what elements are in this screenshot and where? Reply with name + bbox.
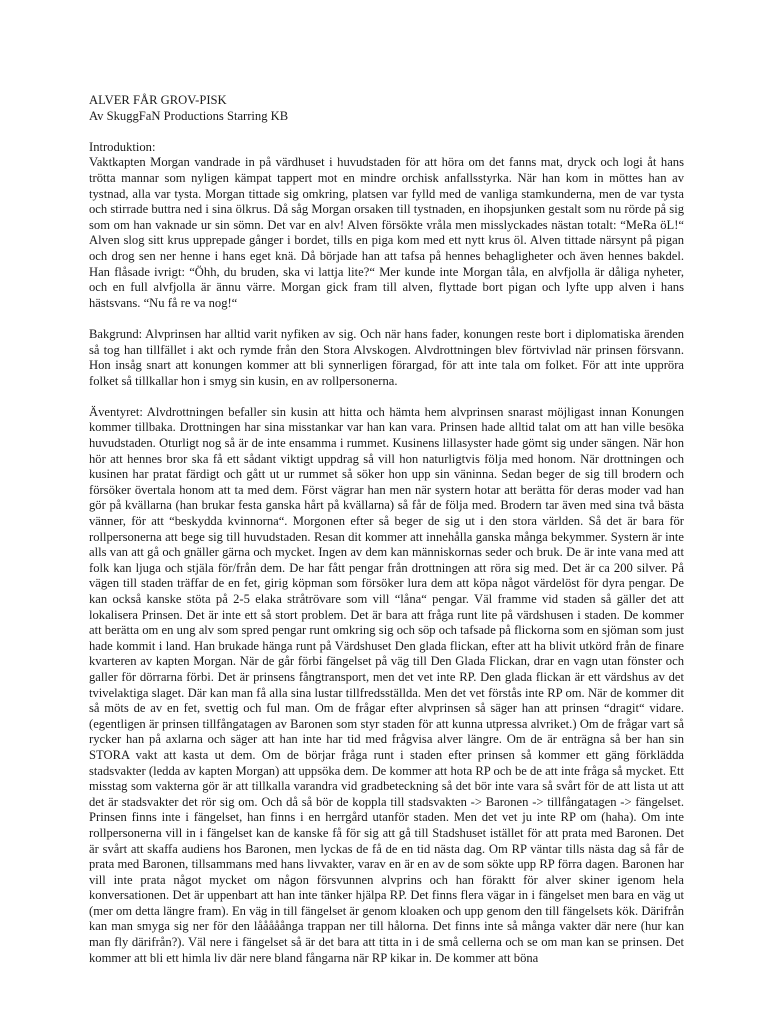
paragraph-background: Bakgrund: Alvprinsen har alltid varit nyfiken av sig. Och när hans fader, konungen reste bort i diplomatiska ärenden så tog han tillfället i akt och rymde från den Stora Alvskogen. Alvdrottningen blev förtvivlad när prinsen försvann. Hon insåg snart att konungen kommer att bli synnerligen förargad, för att inte tala om folket. För att inte uppröra folket så tillkallar hon i smyg sin kusin, en av rollpersonerna. (89, 326, 684, 388)
intro-heading: Introduktion: (89, 139, 156, 154)
document-title: ALVER FÅR GROV-PISK (89, 93, 227, 107)
paragraph-adventure: Äventyret: Alvdrottningen befaller sin kusin att hitta och hämta hem alvprinsen snarast möjligast innan Konungen kommer tillbaka. Drottningen har sina misstankar var han kan vara. Prinsen hade alltid talat om att han ville besöka huvudstaden. Oturligt nog så är de inte ensamma i rummet. Kusinens lillasyster hade gömt sig under sängen. När hon hör att hennes bror ska få ett sådant viktigt uppdrag så vill hon naturligtvis följa med honom. När drottningen och kusinen har pratat färdigt och gått ut ur rummet så söker hon upp sin väninna. Sedan beger de sig till brodern och försöker övertala honom att ta med dem. Först vägrar han men när systern hotar att berätta för deras moder vad han gör på kvällarna (han brukar festa ganska hårt på kvällarna) så får de följa med. Brodern tar även med sina två bästa vänner, för att “beskydda kvinnorna“. Morgonen efter så beger de sig ut i den stora världen. Så det är bara för rollpersonerna att bege sig till huvudstaden. Resan dit kommer att innehålla ganska många bekymmer. Systern är inte alls van att gå och gnäller gärna och mycket. Ingen av dem kan människornas seder och bruk. De är inte vana med att folk kan ljuga och stjäla för/från dem. De har fått pengar från drottningen att röra sig med. Det är ca 200 silver. På vägen till staden träffar de en fet, girig köpman som försöker lura dem att köpa något värdelöst för dyra pengar. De kan också kanske stöta på 2-5 elaka stråtrövare som vill “låna“ pengar. Väl framme vid staden så gäller det att lokalisera Prinsen. Det är inte ett så stort problem. Det är bara att fråga runt lite på värdshusen i staden. De kommer att berätta om en ung alv som spred pengar runt omkring sig och söp och tafsade på flickorna som en sjöman som just hade kommit i land. Han brukade hänga runt på Värdshuset Den glada flickan, efter att ha blivit utkörd från de finare kvarteren av kapten Morgan. När de går förbi fängelset på väg till Den Glada Flickan, drar en vagn utan fönster och galler för dörrarna förbi. Det är prinsens fångtransport, men det vet inte RP. Den glada flickan är ett värdshus av det tvivelaktiga slaget. Där kan man få alla sina lustar tillfredsställda. Men det vet förstås inte RP om. När de kommer dit så möts de av en fet, svettig och ful man. Om de frågar efter alvprinsen så säger han att prinsen “dragit“ vidare. (egentligen är prinsen tillfångatagen av Baronen som styr staden för att kunna utpressa alvriket.) Om de frågar vart så rycker han på axlarna och säger att han inte har tid med frågvisa alver längre. Om de är enträgna så ber han sin STORA vakt att kasta ut dem. Om de börjar fråga runt i staden efter prinsen så kommer ett gäng förklädda stadsvakter (ledda av kapten Morgan) att uppsöka dem. De kommer att hota RP och be de att inte fråga så mycket. Ett misstag som vakterna gör är att tillkalla varandra vid gradbeteckning så det bör inte vara så svårt för de att lista ut att det är stadsvakter det rör sig om. Och då så bör de koppla till stadsvakten -> Baronen -> tillfångatagen -> fängelset. Prinsen finns inte i fängelset, han finns i en herrgård utanför staden. Men det vet ju inte RP om (haha). Om inte rollpersonerna vill in i fängelset kan de kanske få för sig att gå till Stadshuset istället för att prata med Baronen. Det är svårt att skaffa audiens hos Baronen, men lyckas de få de en tid nästa dag. Om RP väntar tills nästa dag så får de prata med Baronen, tillsammans med hans livvakter, varav en är en av de som sökte upp RP förra dagen. Baronen har vill inte prata något mycket om någon försvunnen alvprins och han föraktt för alver skiner igenom hela konversationen. Det är uppenbart att han inte tänker hjälpa RP. Det finns flera vägar in i fängelset men bara en väg ut (mer om detta längre fram). En väg in till fängelset är genom kloaken och upp genom den till fängelsets kök. Därifrån kan man smyga sig ner för den lååååånga trappan ner till hålorna. Det finns inte så många vakter där nere (hur kan man fly därifrån?). Väl nere i fängelset så är det bara att titta in i de små cellerna och se om man kan se prinsen. Det kommer att bli ett himla liv där nere bland fångarna när RP kikar in. De kommer att böna (89, 404, 684, 965)
paragraph-introduction: Vaktkapten Morgan vandrade in på värdhuset i huvudstaden för att höra om det fanns mat, dryck och logi åt hans trötta mannar som nyligen kämpat tappert mot en mindre orchisk anfallsstyrka. När han kom in möttes han av tystnad, alla var tysta. Morgan tittade sig omkring, platsen var fylld med de vanliga stamkunderna, men de var tysta och stirrade buttra ned i sina ölkrus. Då såg Morgan orsaken till tystnaden, en ihopsjunken gestalt som nu rörde på sig som om han vaknade ur sin sömn. Det var en alv! Alven försökte vråla men misslyckades nästan totalt: “MeRa öL!“ Alven slog sitt krus upprepade gånger i bordet, tills en piga kom med ett nytt krus öl. Alven tittade närsynt på pigan och drog sen ner henne i hans eget knä. Då började han att tafsa på hennes behagligheter och även hennes bakdel. Han flåsade ivrigt: “Öhh, du bruden, ska vi lattja lite?“ Mer kunde inte Morgan tåla, en alvfjolla är dåliga nyheter, och en full alvfjolla är ännu värre. Morgan gick fram till alven, flyttade bort pigan och lyfte upp alven i hans hästsvans. “Nu få re va nog!“ (89, 155, 684, 310)
document-byline: Av SkuggFaN Productions Starring KB (89, 108, 289, 123)
